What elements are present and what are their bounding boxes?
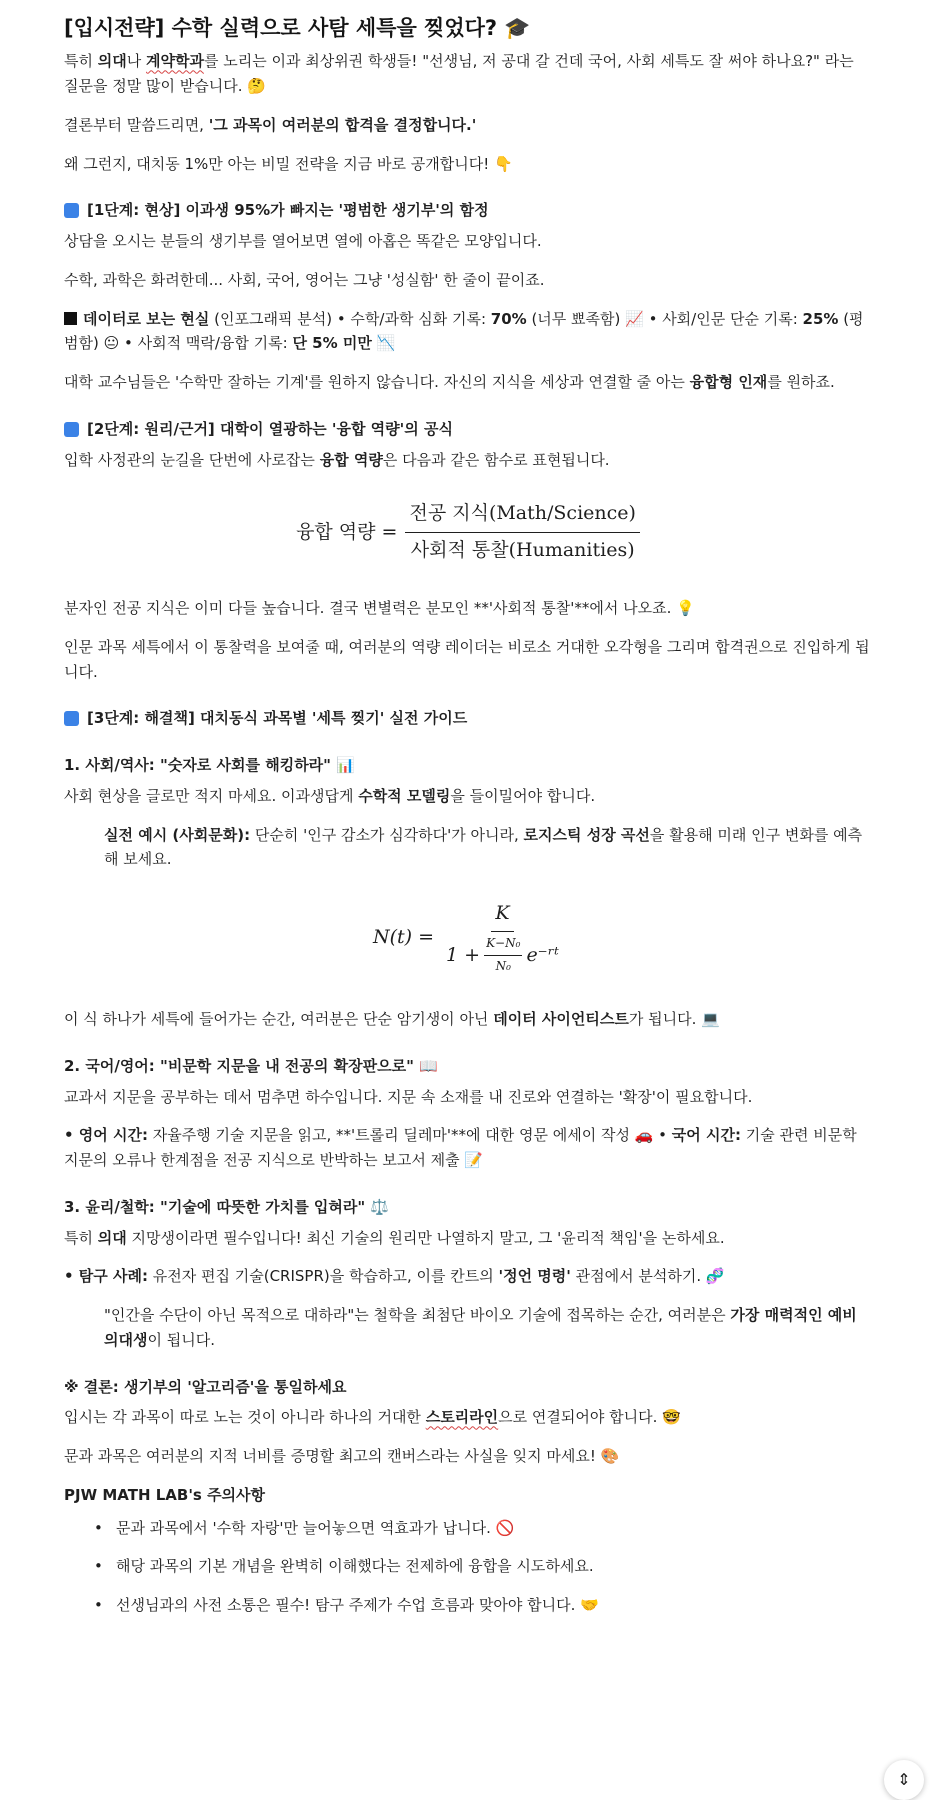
section-heading-3 (64, 706, 872, 731)
section-heading-2 (64, 417, 872, 442)
conclusion-paragraph-1 (64, 1405, 872, 1430)
list-item: • 문과 과목에서 '수학 자랑'만 늘어놓으면 역효과가 납니다. 🚫 (116, 1516, 872, 1541)
text: 사회 현상을 글로만 적지 마세요. 이과생답게 (64, 786, 359, 805)
s2-paragraph-3: 인문 과목 세특에서 이 통찰력을 보여줄 때, 여러분의 역량 레이더는 비로소 거대한 오각형을 그리며 합격권으로 진입하게 됩니다. (64, 637, 870, 681)
lab-title: PJW MATH LAB's 주의사항 (64, 1485, 266, 1504)
list-item: • 해당 과목의 기본 개념을 완벽히 이해했다는 전제하에 융합을 시도하세요. (116, 1554, 872, 1579)
text: 을 활용해 미래 인구 변화를 예측해 보세요. (104, 825, 863, 869)
intro-paragraph-2 (64, 113, 872, 138)
bold-text: 수학적 모델링 (358, 786, 451, 805)
bold-text: 의대 (97, 1228, 127, 1247)
text: (너무 뾰족함) 📈 • 사회/인문 단순 기록: (526, 309, 803, 328)
ethics-bullet (64, 1264, 872, 1289)
formula-term: 1 + (446, 944, 481, 967)
bold-text: 25% (802, 309, 839, 328)
s2-paragraph-2: 분자인 전공 지식은 이미 다들 높습니다. 결국 변별력은 분모인 **'사회적 통찰'**에서 나오죠. 💡 (64, 599, 695, 618)
formula-fraction (405, 498, 639, 566)
conclusion-heading: ※ 결론: 생기부의 '알고리즘'을 통일하세요 (64, 1377, 347, 1396)
bold-text: '그 과목이 여러분의 합격을 결정합니다.' (208, 115, 477, 134)
formula-lhs: N(t) = (372, 925, 435, 948)
bold-text: 국어 시간: (671, 1126, 741, 1145)
formula-lhs: 융합 역량 = (296, 520, 398, 543)
intro-paragraph-3: 왜 그런지, 대치동 1%만 아는 비밀 전략을 지금 바로 공개합니다! 👇 (64, 154, 513, 173)
inner-denominator: N₀ (495, 959, 511, 974)
social-after-paragraph (64, 1007, 872, 1032)
text: 단순히 '인구 감소가 심각하다'가 아니라, (250, 825, 524, 844)
text: (평범함) 😐 • 사회적 맥락/융합 기록: (64, 309, 864, 353)
text: 이 식 하나가 세특에 들어가는 순간, 여러분은 단순 암기생이 아닌 (64, 1010, 494, 1029)
bold-text: 융합형 인재 (689, 373, 768, 392)
black-square-icon (64, 312, 77, 325)
formula-numerator: 전공 지식(Math/Science) (405, 498, 639, 532)
caution-list (64, 1516, 872, 1618)
s1-data-paragraph (64, 307, 872, 357)
section-heading-text: [2단계: 원리/근거] 대학이 열광하는 '융합 역량'의 공식 (87, 419, 453, 438)
text: 가 됩니다. 💻 (628, 1010, 720, 1029)
text: 를 원하죠. (767, 373, 835, 392)
bold-text: 가장 매력적인 예비 의대생 (104, 1306, 857, 1349)
list-item: • 선생님과의 사전 소통은 필수! 탐구 주제가 수업 흐름과 맞아야 합니다. 🤝 (116, 1593, 872, 1618)
text: "인간을 수단이 아닌 목적으로 대하라"는 철학을 최첨단 바이오 기술에 접목하는 순간, 여러분은 (104, 1306, 731, 1325)
bold-text: '정언 명령' (498, 1267, 571, 1286)
bold-text: 실전 예시 (사회문화): (104, 825, 251, 844)
bold-text: 단 5% 미만 (292, 334, 372, 353)
text: 은 다음과 같은 함수로 표현됩니다. (382, 450, 610, 469)
blue-square-icon (64, 203, 79, 218)
s2-paragraph-1 (64, 448, 872, 473)
formula-denominator: 사회적 통찰(Humanities) (410, 538, 635, 561)
inner-numerator: K−N₀ (484, 934, 522, 956)
text: 자율주행 기술 지문을 읽고, **'트롤리 딜레마'**에 대한 영문 에세이 작성 🚗 • (148, 1126, 672, 1145)
bold-text: 데이터로 보는 현실 (83, 309, 210, 328)
s1-paragraph-1: 상담을 오시는 분들의 생기부를 열어보면 열에 아홉은 똑같은 모양입니다. (64, 232, 542, 251)
social-paragraph (64, 784, 872, 809)
blue-square-icon (64, 422, 79, 437)
page-title: [입시전략] 수학 실력으로 사탐 세특을 찢었다? 🎓 (64, 16, 531, 40)
text: 지망생이라면 필수입니다! 최신 기술의 원리만 나열하지 말고, 그 '윤리적 책임'을 논하세요. (126, 1228, 725, 1247)
section-heading-text: [3단계: 해결책] 대치동식 과목별 '세특 찢기' 실전 가이드 (87, 709, 468, 728)
bold-text: 의대 (97, 52, 127, 71)
subheading-ethics: 3. 윤리/철학: "기술에 따뜻한 가치를 입혀라" ⚖️ (64, 1197, 390, 1216)
bold-text: • 영어 시간: (64, 1126, 148, 1145)
expand-vertical-icon: ⇕ (897, 1769, 911, 1789)
formula-numerator: K (491, 898, 513, 932)
ethics-paragraph (64, 1226, 872, 1251)
formula-term: e⁻ʳᵗ (526, 944, 559, 967)
bold-text: • 탐구 사례: (64, 1267, 148, 1286)
fusion-formula (64, 498, 872, 566)
korean-english-paragraph: 교과서 지문을 공부하는 데서 멈추면 하수입니다. 지문 속 소재를 내 진로와 연결하는 '확장'이 필요합니다. (64, 1087, 753, 1106)
text: 결론부터 말씀드리면, (64, 115, 209, 134)
bold-text: 융합 역량 (319, 450, 383, 469)
bold-text: 계약학과 (146, 52, 204, 71)
document (64, 14, 872, 1632)
s1-paragraph-3 (64, 370, 872, 395)
bold-text: 스토리라인 (425, 1408, 499, 1427)
section-heading-text: [1단계: 현상] 이과생 95%가 빠지는 '평범한 생기부'의 함정 (87, 201, 489, 220)
scroll-toggle-button[interactable] (884, 1760, 924, 1800)
logistic-formula (64, 898, 872, 977)
formula-fraction (442, 898, 563, 977)
text: 특히 (64, 52, 98, 71)
text: 이 됩니다. (147, 1330, 215, 1349)
blue-square-icon (64, 711, 79, 726)
bold-text: 데이터 사이언티스트 (493, 1010, 629, 1029)
subheading-social: 1. 사회/역사: "숫자로 사회를 해킹하라" 📊 (64, 756, 355, 775)
s1-paragraph-2: 수학, 과학은 화려한데... 사회, 국어, 영어는 그냥 '성실함' 한 줄이 끝이죠. (64, 270, 545, 289)
conclusion-paragraph-2: 문과 과목은 여러분의 지적 너비를 증명할 최고의 캔버스라는 사실을 잊지 마세요! 🎨 (64, 1447, 620, 1466)
text: 나 (126, 52, 146, 71)
korean-english-bullets (64, 1123, 872, 1173)
text: 대학 교수님들은 '수학만 잘하는 기계'를 원하지 않습니다. 자신의 지식을 세상과 연결할 줄 아는 (64, 373, 690, 392)
text: 으로 연결되어야 합니다. 🤓 (498, 1408, 681, 1427)
formula-denominator (442, 932, 563, 977)
social-example (64, 823, 872, 873)
text: 관점에서 분석하기. 🧬 (570, 1267, 725, 1286)
text: 을 들이밀어야 합니다. (450, 786, 596, 805)
text: 기술 관련 비문학 지문의 오류나 한계점을 전공 지식으로 반박하는 보고서 제출 📝 (64, 1126, 857, 1170)
subheading-korean-english: 2. 국어/영어: "비문학 지문을 내 전공의 확장판으로" 📖 (64, 1056, 438, 1075)
bold-text: 70% (490, 309, 527, 328)
section-heading-1 (64, 198, 872, 223)
text: 를 노리는 이과 최상위권 학생들! "선생님, 저 공대 갈 건데 국어, 사회 세특도 잘 써야 하나요?" 라는 질문을 정말 많이 받습니다. 🤔 (64, 52, 854, 96)
bold-text: 로지스틱 성장 곡선 (523, 825, 650, 844)
text: 입시는 각 과목이 따로 노는 것이 아니라 하나의 거대한 (64, 1408, 426, 1427)
text: (인포그래픽 분석) • 수학/과학 심화 기록: (209, 309, 491, 328)
text: 입학 사정관의 눈길을 단번에 사로잡는 (64, 450, 320, 469)
intro-paragraph-1 (64, 49, 872, 99)
text: 특히 (64, 1228, 98, 1247)
ethics-quote (64, 1303, 872, 1353)
inner-fraction (484, 934, 522, 977)
text: 📉 (371, 334, 396, 353)
text: 유전자 편집 기술(CRISPR)을 학습하고, 이를 칸트의 (148, 1267, 499, 1286)
